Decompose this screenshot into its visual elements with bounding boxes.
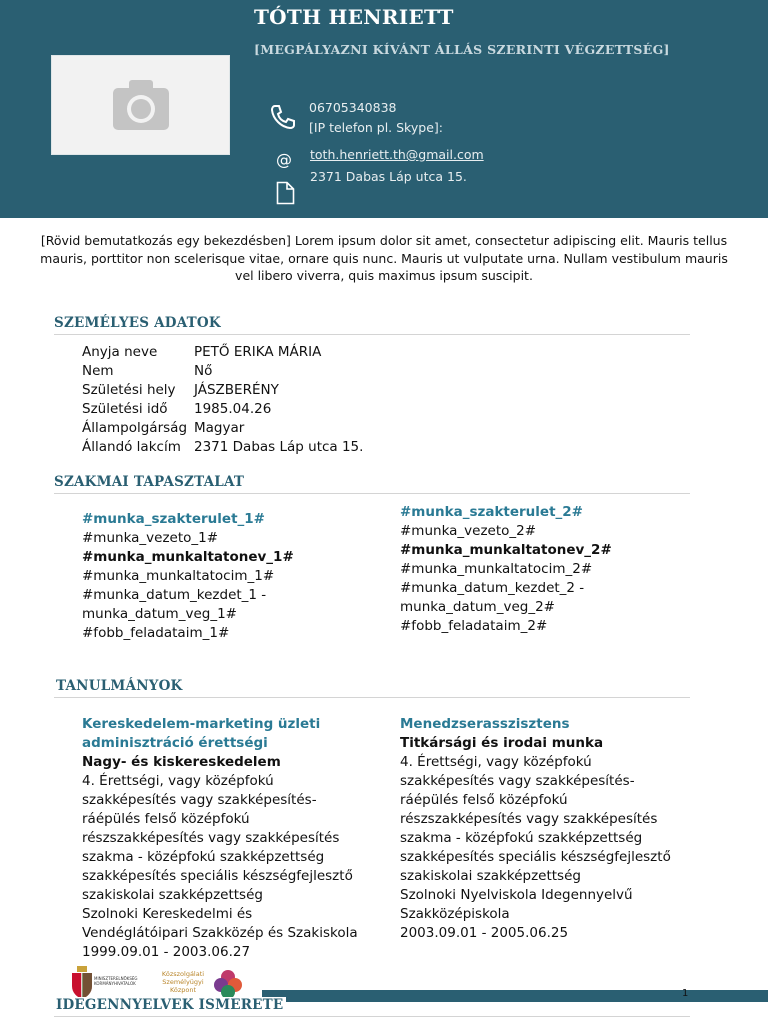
- personal-row: [82, 363, 212, 379]
- at-icon: @: [276, 150, 292, 169]
- experience-dates-end: munka_datum_veg_1#: [82, 606, 237, 622]
- experience-dates-start: #munka_datum_kezdet_1 -: [82, 587, 267, 603]
- personal-value: JÁSZBERÉNY: [194, 382, 279, 398]
- education-title: Kereskedelem-marketing üzleti: [82, 716, 321, 732]
- section-title-experience: SZAKMAI TAPASZTALAT: [54, 474, 245, 490]
- experience-item: [82, 510, 382, 643]
- education-item: [82, 715, 382, 962]
- section-title-personal: SZEMÉLYES ADATOK: [54, 315, 221, 331]
- education-school: Szolnoki Nyelviskola Idegennyelvű: [400, 887, 633, 903]
- personal-label: Nem: [82, 363, 114, 379]
- education-line: szakiskolai szakképzettség: [82, 887, 263, 903]
- personal-label: Születési hely: [82, 382, 176, 398]
- experience-field: #munka_szakterulet_2#: [400, 504, 583, 520]
- intro-paragraph: [Rövid bemutatkozás egy bekezdésben] Lorem ipsum dolor sit amet, consectetur adipiscing elit. Mauris tellus mauris, porttitor non scelerisque vitae, ornare quis nunc. Mauris ut vulputate urna. Nullam vestibulum mauris vel libero viverra, quis maximus ipsum suscipit.: [40, 233, 728, 283]
- footer-bar: [262, 990, 768, 1002]
- ip-phone-label: [IP telefon pl. Skype]:: [309, 120, 443, 135]
- education-line: szakképesítés speciális készségfejlesztő: [82, 868, 353, 884]
- education-dates: 2003.09.01 - 2005.06.25: [400, 925, 569, 941]
- email-link-wrap: [310, 147, 484, 162]
- personal-value: 1985.04.26: [194, 401, 272, 417]
- phone-number: 06705340838: [309, 100, 397, 115]
- section-divider: [54, 697, 690, 698]
- education-line: szakiskolai szakképzettség: [400, 868, 581, 884]
- section-divider: [54, 493, 690, 494]
- education-line: 4. Érettségi, vagy középfokú: [82, 773, 274, 789]
- education-field: Nagy- és kiskereskedelem: [82, 754, 281, 770]
- experience-tasks: #fobb_feladataim_2#: [400, 618, 548, 634]
- email-link[interactable]: toth.henriett.th@gmail.com: [310, 147, 484, 162]
- camera-icon: [111, 78, 171, 132]
- experience-employer: #munka_munkaltatonev_2#: [400, 542, 612, 558]
- experience-address: #munka_munkaltatocim_1#: [82, 568, 275, 584]
- section-title-education: TANULMÁNYOK: [56, 678, 183, 694]
- section-divider: [54, 1016, 690, 1017]
- education-line: szakképesítés vagy szakképesítés-: [82, 792, 317, 808]
- education-school: Szakközépiskola: [400, 906, 510, 922]
- education-line: ráépülés felső középfokú: [400, 792, 568, 808]
- education-title: adminisztráció érettségi: [82, 735, 268, 751]
- education-dates: 1999.09.01 - 2003.06.27: [82, 944, 251, 960]
- education-line: részszakképesítés vagy szakképesítés: [400, 811, 658, 827]
- experience-address: #munka_munkaltatocim_2#: [400, 561, 593, 577]
- personal-value: Magyar: [194, 420, 245, 436]
- education-title: Menedzserasszisztens: [400, 716, 570, 732]
- kszk-logo-text: Közszolgálati Személyügyi Központ: [161, 970, 205, 994]
- phone-icon: [270, 104, 296, 130]
- profile-photo-placeholder[interactable]: [52, 56, 229, 154]
- page-number: 1: [682, 988, 689, 999]
- education-line: ráépülés felső középfokú: [82, 811, 250, 827]
- desired-position: [MEGPÁLYAZNI KÍVÁNT ÁLLÁS SZERINTI VÉGZETTSÉG]: [254, 42, 670, 57]
- experience-dates-start: #munka_datum_kezdet_2 -: [400, 580, 585, 596]
- personal-label: Születési idő: [82, 401, 168, 417]
- education-school: Szolnoki Kereskedelmi és: [82, 906, 253, 922]
- ministry-logo-text: MINISZTERELNÖKSÉG KORMÁNYHIVATALOK: [94, 976, 138, 986]
- personal-row: [82, 439, 363, 455]
- kszk-flower-logo: [212, 968, 244, 1000]
- document-icon: [276, 181, 295, 205]
- personal-value: 2371 Dabas Láp utca 15.: [194, 439, 364, 455]
- education-item: [400, 715, 720, 943]
- education-school: Vendéglátóipari Szakközép és Szakiskola: [82, 925, 358, 941]
- experience-tasks: #fobb_feladataim_1#: [82, 625, 230, 641]
- education-line: szakképesítés vagy szakképesítés-: [400, 773, 635, 789]
- education-line: 4. Érettségi, vagy középfokú: [400, 754, 592, 770]
- personal-label: Anyja neve: [82, 344, 158, 360]
- address: 2371 Dabas Láp utca 15.: [310, 169, 467, 184]
- education-line: szakképesítés speciális készségfejlesztő: [400, 849, 671, 865]
- experience-dates-end: munka_datum_veg_2#: [400, 599, 555, 615]
- header-band: [0, 0, 768, 218]
- personal-row: [82, 401, 271, 417]
- personal-value: Nő: [194, 363, 213, 379]
- experience-employer: #munka_munkaltatonev_1#: [82, 549, 294, 565]
- education-line: részszakképesítés vagy szakképesítés: [82, 830, 340, 846]
- coat-of-arms-logo: [70, 966, 94, 1000]
- candidate-name: TÓTH HENRIETT: [254, 5, 454, 29]
- education-line: szakma - középfokú szakképzettség: [82, 849, 325, 865]
- experience-lead: #munka_vezeto_1#: [82, 530, 219, 546]
- section-divider: [54, 334, 690, 335]
- personal-row: [82, 382, 279, 398]
- experience-lead: #munka_vezeto_2#: [400, 523, 537, 539]
- experience-item: [400, 503, 700, 636]
- education-field: Titkársági és irodai munka: [400, 735, 604, 751]
- personal-label: Állandó lakcím: [82, 439, 181, 455]
- experience-field: #munka_szakterulet_1#: [82, 511, 265, 527]
- section-title-languages: IDEGENNYELVEK ISMERETE: [56, 997, 286, 1013]
- education-line: szakma - középfokú szakképzettség: [400, 830, 643, 846]
- personal-label: Állampolgárság: [82, 420, 188, 436]
- personal-value: PETŐ ERIKA MÁRIA: [194, 344, 322, 360]
- personal-row: [82, 420, 244, 436]
- personal-row: [82, 344, 321, 360]
